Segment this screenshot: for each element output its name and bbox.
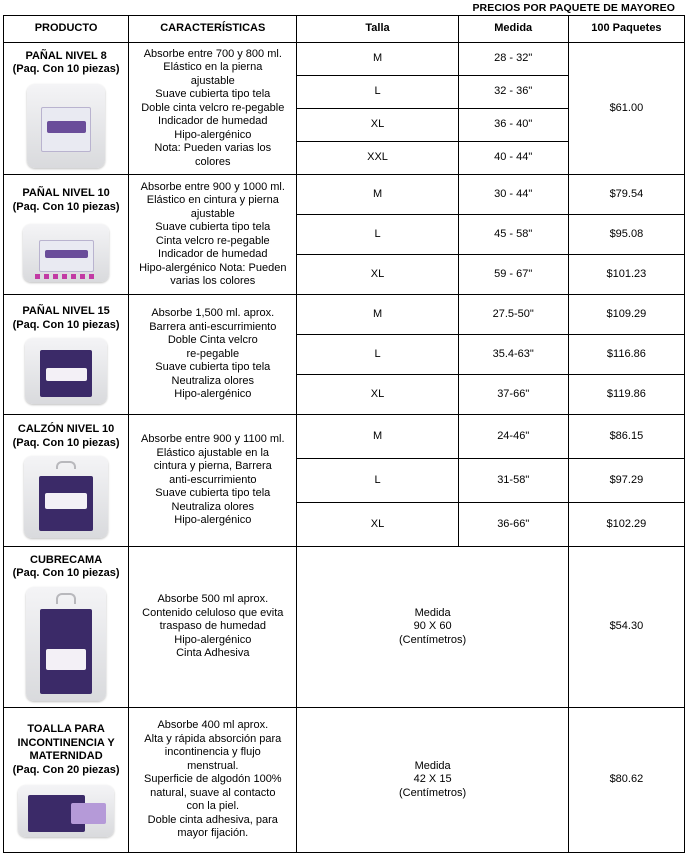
product-name: PAÑAL NIVEL 10 (22, 187, 110, 199)
product-cell (4, 295, 129, 415)
col-header-talla: Talla (297, 16, 458, 43)
price-cell: $95.08 (568, 215, 684, 255)
measure-line: Medida (414, 606, 451, 619)
price-cell: $109.29 (568, 295, 684, 335)
measure-cell: 36 - 40" (458, 109, 568, 142)
towel-pack-icon (18, 785, 114, 837)
product-name-line: INCONTINENCIA Y (17, 736, 115, 749)
feature-line: Suave cubierta tipo tela (155, 221, 271, 233)
product-pack: (Paq. Con 10 piezas) (12, 567, 120, 579)
feature-line: Suave cubierta tipo tela (155, 487, 271, 500)
feature-line: Absorbe entre 700 y 800 ml. (143, 47, 282, 60)
features-cell (129, 43, 297, 175)
measure-line: Medida (414, 759, 451, 772)
feature-line: Doble cinta adhesiva, para (147, 813, 278, 826)
table-header-row (4, 16, 685, 43)
size-cell: L (297, 459, 458, 503)
feature-line: Hipo-alergénico (174, 128, 252, 141)
size-cell: L (297, 76, 458, 109)
feature-line: Indicador de humedad (158, 115, 268, 128)
product-name: PAÑAL NIVEL 15 (22, 305, 110, 317)
table-row (4, 415, 685, 459)
product-pack: (Paq. Con 10 piezas) (12, 200, 120, 213)
feature-line: Elástico en cintura y pierna (146, 194, 279, 206)
price-table (3, 15, 685, 853)
col-header-caracteristicas: CARACTERÍSTICAS (129, 16, 297, 43)
product-cell (4, 175, 129, 295)
price-cell: $79.54 (568, 175, 684, 215)
product-name-line: MATERNIDAD (29, 750, 103, 762)
feature-line: mayor fijación. (177, 827, 249, 840)
measure-cell (297, 547, 568, 708)
product-cell (4, 43, 129, 175)
feature-line: re-pegable (186, 347, 240, 360)
measure-cell: 30 - 44" (458, 175, 568, 215)
underwear-pack-icon (24, 456, 108, 538)
table-row (4, 43, 685, 76)
price-cell: $101.23 (568, 255, 684, 295)
size-cell: XL (297, 375, 458, 415)
feature-line: natural, suave al contacto (150, 786, 276, 799)
feature-line: Barrera anti-escurrimiento (149, 320, 277, 333)
product-name-line: TOALLA PARA (27, 723, 105, 735)
size-cell: XXL (297, 142, 458, 175)
feature-line: Neutraliza olores (171, 500, 255, 513)
size-cell: XL (297, 503, 458, 547)
size-cell: L (297, 215, 458, 255)
diaper-pack-icon (23, 224, 109, 282)
feature-line: Indicador de humedad (158, 248, 268, 260)
feature-line: Absorbe 500 ml aprox. (157, 593, 269, 606)
measure-cell: 36-66" (458, 503, 568, 547)
feature-line: incontinencia y flujo (164, 746, 261, 759)
measure-cell: 37-66" (458, 375, 568, 415)
price-cell: $86.15 (568, 415, 684, 459)
table-row (4, 295, 685, 335)
measure-cell: 40 - 44" (458, 142, 568, 175)
measure-cell: 28 - 32" (458, 43, 568, 76)
product-pack: (Paq. Con 20 piezas) (12, 763, 120, 776)
features-cell (129, 295, 297, 415)
measure-cell (297, 708, 568, 853)
measure-line: 42 X 15 (413, 773, 452, 786)
price-cell: $61.00 (568, 43, 684, 175)
measure-line: 90 X 60 (413, 620, 452, 633)
table-row (4, 547, 685, 708)
measure-cell: 45 - 58" (458, 215, 568, 255)
header-note: PRECIOS POR PAQUETE DE MAYOREO (472, 2, 675, 14)
feature-line: Cinta Adhesiva (176, 647, 250, 660)
size-cell: M (297, 415, 458, 459)
measure-cell: 35.4-63" (458, 335, 568, 375)
feature-line: Hipo-alergénico (174, 388, 252, 401)
price-cell: $102.29 (568, 503, 684, 547)
feature-line: varias los colores (170, 275, 256, 287)
price-cell: $97.29 (568, 459, 684, 503)
feature-line: Hipo-alergénico (174, 514, 252, 527)
feature-line: Hipo-alergénico Nota: Pueden (139, 261, 287, 274)
feature-line: Superficie de algodón 100% (143, 773, 282, 786)
size-cell: XL (297, 109, 458, 142)
product-name: PAÑAL NIVEL 8 (25, 49, 107, 62)
size-cell: XL (297, 255, 458, 295)
feature-line: Contenido celuloso que evita (142, 606, 284, 619)
size-cell: L (297, 335, 458, 375)
measure-cell: 59 - 67" (458, 255, 568, 295)
feature-line: traspaso de humedad (159, 620, 266, 633)
price-cell: $116.86 (568, 335, 684, 375)
measure-cell: 24-46" (458, 415, 568, 459)
feature-line: colores (195, 155, 231, 168)
feature-line: Doble cinta velcro re-pegable (141, 101, 285, 114)
product-pack: (Paq. Con 10 piezas) (12, 436, 120, 449)
feature-line: Absorbe 400 ml aprox. (157, 719, 269, 732)
col-header-producto: PRODUCTO (4, 16, 129, 43)
feature-line: Elástico ajustable en la (156, 446, 270, 459)
feature-line: Suave cubierta tipo tela (155, 361, 271, 374)
col-header-medida: Medida (458, 16, 568, 43)
feature-line: Elástico en la pierna (163, 61, 263, 74)
feature-line: anti-escurrimiento (169, 473, 257, 486)
feature-line: Cinta velcro re-pegable (155, 234, 270, 247)
price-cell: $119.86 (568, 375, 684, 415)
feature-line: Nota: Pueden varias los (154, 142, 272, 155)
feature-line: Neutraliza olores (171, 374, 255, 387)
diaper-pack-icon (27, 84, 105, 168)
size-cell: M (297, 175, 458, 215)
price-cell: $80.62 (568, 708, 684, 853)
product-cell (4, 415, 129, 547)
col-header-paquetes: 100 Paquetes (568, 16, 684, 43)
features-cell (129, 415, 297, 547)
measure-cell: 27.5-50" (458, 295, 568, 335)
product-name: CUBRECAMA (30, 553, 103, 566)
measure-cell: 31-58" (458, 459, 568, 503)
bed-pad-pack-icon (26, 587, 106, 701)
feature-line: Alta y rápida absorción para (144, 732, 282, 745)
feature-line: Hipo-alergénico (174, 633, 252, 646)
features-cell (129, 547, 297, 708)
features-cell (129, 175, 297, 295)
feature-line: Absorbe entre 900 y 1100 ml. (141, 433, 285, 446)
size-cell: M (297, 43, 458, 76)
feature-line: Absorbe 1,500 ml. aprox. (151, 307, 275, 320)
feature-line: Suave cubierta tipo tela (155, 88, 271, 101)
price-cell: $54.30 (568, 547, 684, 708)
feature-line: Absorbe entre 900 y 1000 ml. (140, 180, 285, 193)
measure-cell: 32 - 36" (458, 76, 568, 109)
feature-line: ajustable (190, 74, 235, 87)
diaper-pack-icon (25, 338, 107, 404)
feature-line: Doble Cinta velcro (167, 334, 258, 347)
product-pack: (Paq. Con 10 piezas) (12, 318, 120, 331)
feature-line: ajustable (190, 207, 235, 220)
product-cell (4, 547, 129, 708)
measure-line: (Centímetros) (398, 786, 467, 799)
feature-line: con la piel. (186, 800, 240, 813)
size-cell: M (297, 295, 458, 335)
product-cell (4, 708, 129, 853)
table-row (4, 708, 685, 853)
measure-line: (Centímetros) (398, 633, 467, 646)
feature-line: cintura y pierna, Barrera (153, 460, 272, 473)
product-name: CALZÓN NIVEL 10 (17, 423, 115, 435)
features-cell (129, 708, 297, 853)
feature-line: menstrual. (187, 759, 239, 772)
product-pack: (Paq. Con 10 piezas) (12, 63, 120, 75)
table-row (4, 175, 685, 215)
